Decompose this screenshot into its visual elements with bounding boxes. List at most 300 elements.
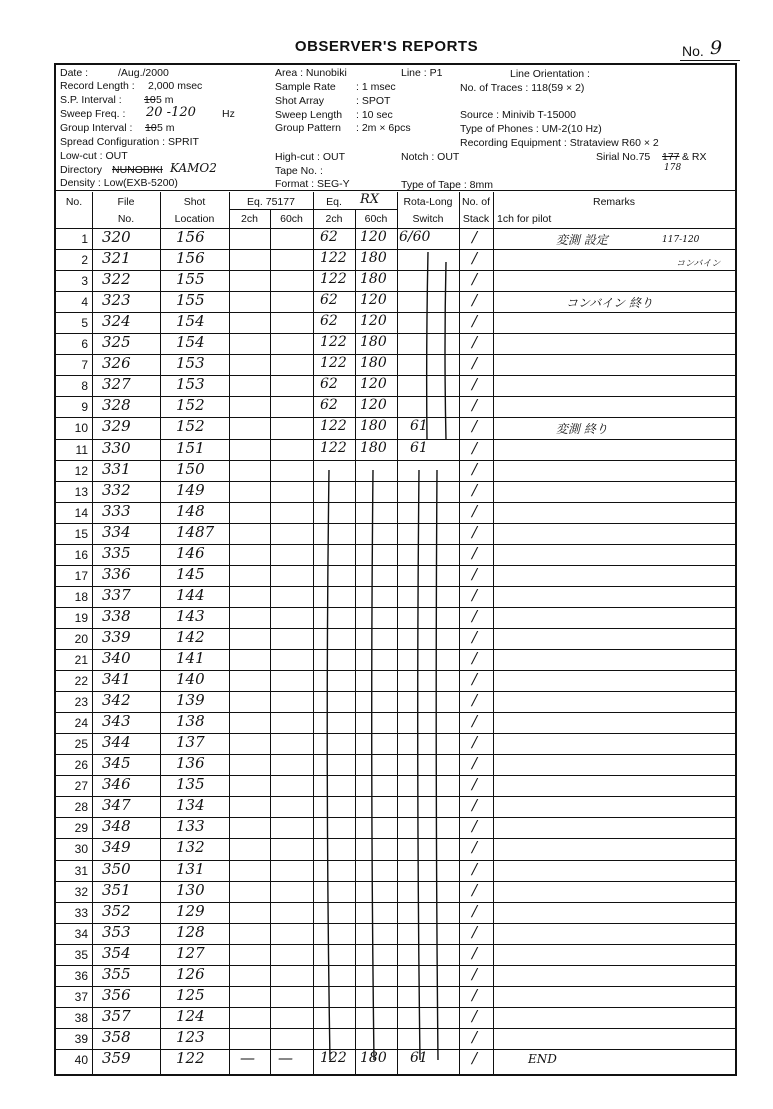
date-value: /Aug./2000 (118, 67, 169, 79)
shot-location: 123 (176, 1027, 205, 1046)
file-no: 359 (102, 1048, 131, 1067)
serial-no: Sirial No.75 (596, 151, 651, 163)
stack-value: / (472, 817, 478, 836)
row-number: 19 (74, 610, 88, 625)
page-title: OBSERVER'S REPORTS (294, 38, 479, 55)
date-label: Date : (60, 67, 89, 79)
table-row-line (56, 691, 735, 692)
file-no: 351 (102, 880, 131, 899)
eq2-60ch-value: 120 (360, 292, 387, 309)
eq2-2ch-value: 62 (320, 292, 338, 309)
eq2-60ch-value: 120 (360, 313, 387, 330)
shot-location: 125 (176, 985, 205, 1004)
density: Density : Low(EXB-5200) (60, 177, 178, 189)
spread-config: Spread Configuration : SPRIT (60, 136, 199, 148)
header-block (56, 65, 735, 191)
row-number: 29 (74, 821, 88, 836)
shot-location: 130 (176, 880, 205, 899)
stack-value: / (472, 606, 478, 625)
row-number: 5 (81, 316, 88, 331)
file-no: 340 (102, 649, 131, 667)
row-number: 21 (74, 653, 88, 667)
table-row-line (56, 628, 735, 629)
shot-location: 143 (176, 606, 205, 625)
high-cut: High-cut : OUT (275, 151, 346, 163)
col-eq2-2ch: 2ch (325, 213, 343, 225)
col-eq2: Eq. (326, 196, 342, 208)
group-pattern-label: Group Pattern (275, 122, 341, 134)
record-length-value: 2,000 msec (148, 80, 203, 92)
shot-location: 153 (176, 375, 205, 394)
stack-value: / (472, 733, 478, 752)
stack-value: / (472, 480, 478, 499)
subheader-line (229, 209, 397, 210)
row-number: 32 (74, 884, 88, 899)
shot-location: 153 (176, 354, 205, 373)
table-row-line (56, 712, 735, 713)
eq2-2ch-value: 122 (320, 250, 347, 267)
file-no: 321 (102, 249, 131, 268)
file-no: 338 (102, 606, 131, 625)
table-row-line (56, 375, 735, 376)
file-no: 345 (102, 754, 131, 773)
file-no: 322 (102, 270, 131, 289)
group-interval-strike: 10 (145, 122, 157, 134)
report-no-value: 9 (710, 37, 723, 59)
table-row-line (56, 1007, 735, 1008)
table-row-line (56, 396, 735, 397)
table-row-line (56, 670, 735, 671)
stack-value: / (472, 501, 478, 520)
remark-text: END (528, 1051, 557, 1066)
table-row-line (56, 270, 735, 271)
row-number: 8 (81, 379, 88, 394)
tape-no: Tape No. : (275, 165, 323, 177)
row-number: 17 (74, 568, 88, 583)
eq2-2ch-value: 122 (320, 334, 347, 351)
line-orientation: Line Orientation : (510, 68, 590, 80)
eq2-2ch-value: 122 (320, 355, 347, 372)
shot-location: 150 (176, 459, 205, 478)
table-row-line (56, 586, 735, 587)
row-number: 18 (74, 589, 88, 604)
shot-location: 141 (176, 649, 205, 667)
eq2-60ch-value: 180 (360, 250, 387, 267)
table-row-line (56, 312, 735, 313)
table-row-line (56, 881, 735, 882)
file-no: 352 (102, 901, 131, 920)
remark-text: 変測 終り (556, 422, 608, 437)
file-no: 336 (102, 564, 131, 583)
row-number: 12 (74, 463, 88, 478)
row-number: 27 (74, 779, 88, 794)
stack-value: / (472, 585, 478, 604)
group-pattern-value: : 2m × 6pcs (356, 122, 411, 134)
shot-array-label: Shot Array (275, 95, 325, 107)
row-number: 33 (74, 905, 88, 920)
file-no: 354 (102, 943, 131, 962)
stack-value: / (472, 796, 478, 815)
table-row-line (56, 754, 735, 755)
col-divider-eq1-mid (270, 210, 271, 1076)
shot-location: 122 (176, 1048, 205, 1067)
table-row-line (56, 607, 735, 608)
file-no: 328 (102, 396, 131, 415)
file-no: 326 (102, 354, 131, 373)
shot-location: 132 (176, 838, 205, 857)
stack-value: / (472, 1006, 478, 1025)
serial-strike: 177 (662, 151, 680, 163)
eq2-2ch-value: 62 (320, 376, 338, 393)
row-number: 24 (74, 716, 88, 731)
row-number: 38 (74, 1010, 88, 1025)
directory-label: Directory (60, 164, 103, 176)
rota-switch-value: 61 (410, 418, 428, 435)
file-no: 324 (102, 312, 131, 331)
shot-location: 127 (176, 943, 205, 962)
shot-location: 144 (176, 585, 205, 604)
shot-location: 131 (176, 859, 205, 878)
row-number: 9 (81, 400, 88, 415)
file-no: 353 (102, 922, 131, 941)
row40-eq1-2ch-dash: — (240, 1048, 255, 1067)
table-row-line (56, 481, 735, 482)
eq2-2ch-value: 122 (320, 271, 347, 288)
table-row-line (56, 796, 735, 797)
sweep-length-value: : 10 sec (356, 109, 393, 121)
sp-interval-strike: 10 (144, 94, 156, 106)
sample-rate-value: : 1 msec (356, 81, 396, 93)
stack-value: / (472, 691, 478, 710)
file-no: 331 (102, 459, 131, 478)
table-row-line (56, 965, 735, 966)
file-no: 356 (102, 985, 131, 1004)
file-no: 334 (102, 522, 131, 541)
table-row-line (56, 249, 735, 250)
source: Source : Minivib T-15000 (460, 109, 576, 121)
type-of-phones: Type of Phones : UM-2(10 Hz) (460, 123, 602, 135)
stack-value: / (472, 333, 478, 352)
col-eq1: Eq. 75177 (247, 196, 295, 208)
stack-value: / (472, 438, 478, 457)
shot-location: 128 (176, 922, 205, 941)
eq2-2ch-value: 122 (320, 439, 347, 456)
stack-value: / (472, 859, 478, 878)
row-number: 6 (81, 337, 88, 352)
shot-location: 155 (176, 291, 205, 310)
file-no: 347 (102, 796, 131, 815)
eq2-2ch-value: 62 (320, 229, 338, 245)
col-stack-1: No. of (461, 196, 490, 208)
row40-eq1-60ch-dash: — (278, 1048, 293, 1067)
col-eq2-hand: RX (360, 192, 380, 207)
shot-location: 136 (176, 754, 205, 773)
stack-value: / (472, 985, 478, 1004)
shot-location: 133 (176, 817, 205, 836)
stack-value: / (472, 417, 478, 436)
eq2-60ch-value: 180 (360, 334, 387, 351)
row-number: 36 (74, 968, 88, 983)
eq2-2ch-value: 122 (320, 1049, 347, 1066)
col-eq1-2ch: 2ch (241, 213, 258, 225)
shot-location: 154 (176, 333, 205, 352)
shot-location: 142 (176, 627, 205, 646)
sweep-freq-unit: Hz (222, 108, 235, 120)
shot-location: 135 (176, 775, 205, 794)
col-shot-1: Shot (183, 196, 206, 208)
col-no: No. (65, 196, 83, 208)
table-row-line (56, 986, 735, 987)
serial-note: 178 (664, 163, 682, 173)
stack-value: / (472, 312, 478, 331)
eq2-60ch-value: 180 (360, 439, 387, 456)
report-no-label: No. (682, 43, 704, 59)
table-row-line (56, 439, 735, 440)
table-row-line (56, 523, 735, 524)
row-number: 10 (74, 421, 88, 436)
shot-location: 138 (176, 712, 205, 731)
table-row-line (56, 649, 735, 650)
stack-value: / (472, 775, 478, 794)
remark-note: 117-120 (662, 235, 700, 245)
file-no: 358 (102, 1027, 131, 1046)
shot-location: 129 (176, 901, 205, 920)
file-no: 346 (102, 775, 131, 794)
file-no: 329 (102, 417, 131, 436)
file-no: 327 (102, 375, 131, 394)
shot-location: 148 (176, 501, 205, 520)
row-number: 16 (74, 547, 88, 562)
row-number: 37 (74, 989, 88, 1004)
file-no: 344 (102, 733, 131, 752)
stack-value: / (472, 838, 478, 857)
shot-location: 156 (176, 228, 205, 246)
row-number: 15 (74, 526, 88, 541)
table-row-line (56, 733, 735, 734)
table-row-line (56, 817, 735, 818)
col-rota-2: Switch (412, 213, 444, 225)
file-no: 330 (102, 438, 131, 457)
stack-value: / (472, 396, 478, 415)
file-no: 341 (102, 670, 131, 689)
row-number: 39 (74, 1031, 88, 1046)
col-eq2-60ch: 60ch (364, 213, 388, 225)
file-no: 357 (102, 1006, 131, 1025)
group-interval-label: Group Interval : (60, 122, 133, 134)
col-remarks-1: Remarks (592, 196, 635, 208)
row-number: 13 (74, 484, 88, 499)
eq2-2ch-value: 62 (320, 397, 338, 414)
remark-text: コンバイン 終り (566, 296, 653, 311)
stack-value: / (472, 543, 478, 562)
sp-interval-label: S.P. Interval : (60, 94, 122, 106)
row-number: 7 (81, 358, 88, 373)
type-of-tape: Type of Tape : 8mm (401, 179, 494, 191)
row-number: 14 (74, 505, 88, 520)
file-no: 342 (102, 691, 131, 710)
file-no: 337 (102, 585, 131, 604)
sweep-length-label: Sweep Length (275, 109, 343, 121)
stack-value: / (472, 880, 478, 899)
col-shot-2: Location (174, 213, 215, 225)
shot-location: 152 (176, 396, 205, 415)
rota-switch-value: 6/60 (399, 229, 431, 245)
col-stack-2: Stack (462, 213, 490, 225)
eq2-60ch-value: 120 (360, 376, 387, 393)
row-number: 3 (81, 274, 88, 289)
stack-value: / (472, 649, 478, 667)
shot-location: 152 (176, 417, 205, 436)
file-no: 333 (102, 501, 131, 520)
table-header-bottom (56, 228, 735, 229)
low-cut: Low-cut : OUT (60, 150, 128, 162)
remark-note: コンバイン (676, 259, 721, 270)
report-no-underline (680, 60, 740, 61)
table-row-line (56, 417, 735, 418)
stack-value: / (472, 964, 478, 983)
shot-location: 124 (176, 1006, 205, 1025)
eq2-60ch-value: 180 (360, 418, 387, 435)
stack-value: / (472, 922, 478, 941)
table-row-line (56, 354, 735, 355)
file-no: 332 (102, 480, 131, 499)
stack-value: / (472, 943, 478, 962)
col-rota-1: Rota-Long (403, 196, 453, 208)
stack-value: / (472, 270, 478, 289)
eq2-60ch-value: 180 (360, 355, 387, 372)
row-number: 25 (74, 737, 88, 752)
table-row-line (56, 775, 735, 776)
row-number: 11 (75, 442, 88, 457)
eq2-2ch-value: 122 (320, 418, 347, 435)
col-file-2: No. (117, 213, 135, 225)
row-number: 23 (74, 695, 88, 710)
stack-value: / (472, 1027, 478, 1046)
file-no: 349 (102, 838, 131, 857)
file-no: 350 (102, 859, 131, 878)
table-row-line (56, 944, 735, 945)
remark-text: 変測 設定 (556, 233, 608, 247)
row-number: 34 (74, 926, 88, 941)
file-no: 320 (102, 228, 131, 246)
stack-value: / (472, 627, 478, 646)
stack-value: / (472, 354, 478, 373)
table-row-line (56, 923, 735, 924)
row-number: 1 (81, 232, 88, 246)
sample-rate-label: Sample Rate (275, 81, 336, 93)
row-number: 4 (81, 295, 88, 310)
directory-strike: NUNOBIKI (112, 164, 163, 176)
table-row-line (56, 291, 735, 292)
file-no: 325 (102, 333, 131, 352)
row-number: 30 (74, 842, 88, 857)
row-number: 26 (74, 758, 88, 773)
stack-value: / (472, 291, 478, 310)
table-row-line (56, 838, 735, 839)
row-number: 31 (74, 863, 88, 878)
shot-location: 149 (176, 480, 205, 499)
sweep-freq-value: 20 -120 (146, 105, 196, 120)
table-row-line (56, 860, 735, 861)
eq2-60ch-value: 180 (360, 1049, 387, 1066)
row-number: 22 (74, 674, 88, 689)
shot-location: 146 (176, 543, 205, 562)
table-row-line (56, 502, 735, 503)
eq2-60ch-value: 180 (360, 271, 387, 288)
table-row-line (56, 333, 735, 334)
shot-location: 126 (176, 964, 205, 983)
eq2-60ch-value: 120 (360, 229, 387, 245)
row-number: 2 (81, 253, 88, 268)
shot-location: 151 (176, 438, 205, 457)
col-file-1: File (117, 196, 135, 208)
shot-location: 145 (176, 564, 205, 583)
serial-rx: & RX (682, 151, 707, 163)
record-length-label: Record Length : (60, 80, 135, 92)
stack-value: / (472, 522, 478, 541)
file-no: 339 (102, 627, 131, 646)
shot-location: 156 (176, 249, 205, 268)
row-number: 35 (74, 947, 88, 962)
file-no: 335 (102, 543, 131, 562)
stack-value: / (472, 670, 478, 689)
stack-value: / (472, 564, 478, 583)
shot-location: 139 (176, 691, 205, 710)
file-no: 323 (102, 291, 131, 310)
file-no: 343 (102, 712, 131, 731)
col-divider-eq2-mid (355, 210, 356, 1076)
eq2-2ch-value: 62 (320, 313, 338, 330)
directory-value: KAMO2 (170, 161, 217, 175)
table-row-line (56, 1049, 735, 1050)
file-no: 355 (102, 964, 131, 983)
file-no: 348 (102, 817, 131, 836)
table-row-line (56, 544, 735, 545)
area: Area : Nunobiki (275, 67, 347, 79)
sweep-freq-label: Sweep Freq. : (60, 108, 126, 120)
no-of-traces: No. of Traces : 118(59 × 2) (460, 82, 585, 94)
stack-value: / (472, 375, 478, 394)
shot-array-value: : SPOT (356, 95, 391, 107)
col-eq1-60ch: 60ch (280, 213, 303, 225)
shot-location: 154 (176, 312, 205, 331)
table-row-line (56, 460, 735, 461)
recording-equipment: Recording Equipment : Strataview R60 × 2 (460, 137, 659, 149)
line: Line : P1 (401, 67, 443, 79)
stack-value: / (472, 754, 478, 773)
row-number: 40 (74, 1052, 88, 1067)
stack-value: / (472, 901, 478, 920)
table-row-line (56, 1028, 735, 1029)
group-interval-value: 5 m (157, 122, 175, 134)
sp-interval-value: 5 m (156, 94, 174, 106)
stack-value: / (472, 228, 478, 246)
stack-value: / (472, 1048, 478, 1067)
stack-value: / (472, 249, 478, 268)
shot-location: 155 (176, 270, 205, 289)
stack-value: / (472, 712, 478, 731)
col-remarks-2: 1ch for pilot (497, 213, 552, 225)
format: Format : SEG-Y (275, 178, 350, 190)
table-row-line (56, 565, 735, 566)
shot-location: 137 (176, 733, 205, 752)
rota-switch-value: 61 (410, 439, 428, 456)
shot-location: 134 (176, 796, 205, 815)
rota-switch-value: 61 (410, 1049, 428, 1066)
shot-location: 140 (176, 670, 205, 689)
stack-value: / (472, 459, 478, 478)
table-row-line (56, 902, 735, 903)
